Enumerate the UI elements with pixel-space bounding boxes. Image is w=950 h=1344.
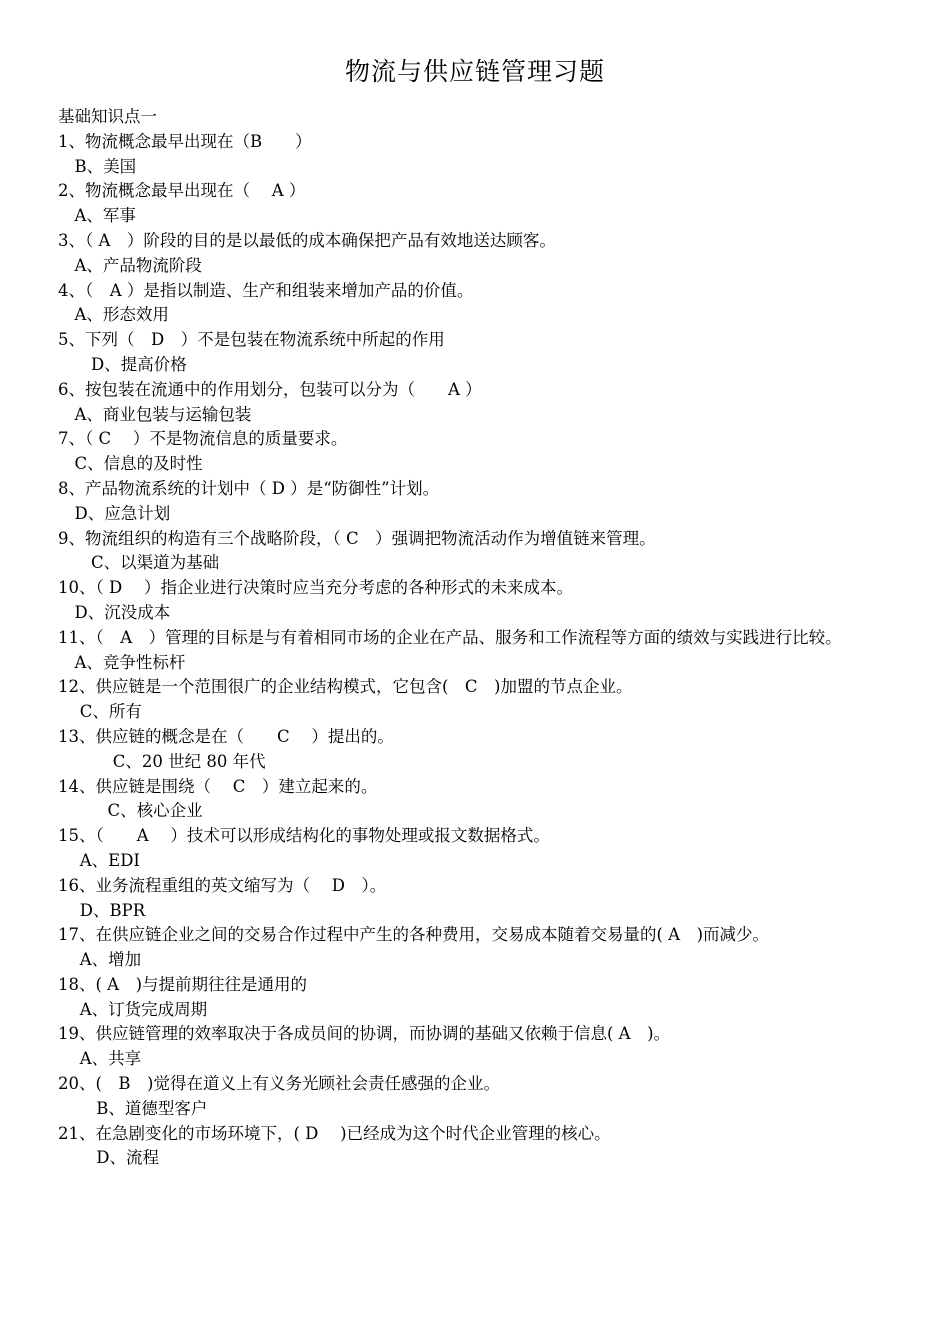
- answer-text: B、道德型客户: [58, 1098, 208, 1118]
- answer-text: A、增加: [58, 950, 142, 970]
- question-text: 8、产品物流系统的计划中（ D ）是“防御性”计划。: [58, 478, 440, 498]
- page-title: 物流与供应链管理习题: [344, 57, 605, 86]
- answer-text: D、BPR: [58, 900, 146, 920]
- question-text: 5、下列（ D ）不是包装在物流系统中所起的作用: [58, 330, 445, 350]
- answer-text: A、形态效用: [58, 305, 169, 325]
- answer-text: C、信息的及时性: [58, 454, 203, 474]
- question-text: 19、供应链管理的效率取决于各成员间的协调，而协调的基础又依赖于信息( A )。: [58, 1024, 671, 1044]
- question-text: 7、（ C ）不是物流信息的质量要求。: [58, 429, 348, 449]
- question-text: 15、（ A ）技术可以形成结构化的事物处理或报文数据格式。: [58, 826, 550, 846]
- answer-text: C、核心企业: [58, 801, 203, 821]
- question-text: 1、物流概念最早出现在（B ）: [58, 131, 312, 151]
- question-text: 11、（ A ）管理的目标是与有着相同市场的企业在产品、服务和工作流程等方面的绩效与实践进行比较。: [58, 627, 842, 647]
- question-text: 16、业务流程重组的英文缩写为（ D ）。: [58, 875, 387, 895]
- answer-text: A、商业包装与运输包装: [58, 404, 252, 424]
- section-heading: 基础知识点一: [58, 107, 157, 126]
- question-text: 14、供应链是围绕（ C ）建立起来的。: [58, 776, 378, 796]
- answer-text: C、所有: [58, 702, 142, 722]
- question-text: 17、在供应链企业之间的交易合作过程中产生的各种费用，交易成本随着交易量的( A )而减少。: [58, 925, 770, 945]
- answer-text: C、20 世纪 80 年代: [58, 751, 266, 771]
- answer-text: A、产品物流阶段: [58, 255, 202, 275]
- question-text: 3、（ A ）阶段的目的是以最低的成本确保把产品有效地送达顾客。: [58, 230, 556, 250]
- question-text: 13、供应链的概念是在（ C ）提出的。: [58, 726, 394, 746]
- question-list: [58, 105, 900, 1171]
- answer-text: A、竞争性标杆: [58, 652, 186, 672]
- answer-text: D、提高价格: [58, 354, 187, 374]
- answer-text: D、应急计划: [58, 503, 171, 523]
- question-text: 4、（ A ）是指以制造、生产和组装来增加产品的价值。: [58, 280, 474, 300]
- question-text: 2、物流概念最早出现在（ A ）: [58, 181, 306, 201]
- answer-text: A、共享: [58, 1049, 142, 1069]
- question-text: 12、供应链是一个范围很广的企业结构模式，它包含( C )加盟的节点企业。: [58, 677, 633, 697]
- answer-text: D、流程: [58, 1148, 159, 1168]
- question-text: 20、( B )觉得在道义上有义务光顾社会责任感强的企业。: [58, 1074, 500, 1094]
- answer-text: B、美国: [58, 156, 137, 176]
- question-text: 18、( A )与提前期往往是通用的: [58, 974, 308, 994]
- answer-text: A、EDI: [58, 850, 140, 870]
- answer-text: C、以渠道为基础: [58, 553, 220, 573]
- answer-text: D、沉没成本: [58, 602, 171, 622]
- question-text: 10、（ D ）指企业进行决策时应当充分考虑的各种形式的未来成本。: [58, 578, 573, 598]
- answer-text: A、订货完成周期: [58, 999, 208, 1019]
- answer-text: A、军事: [58, 206, 136, 226]
- question-text: 6、按包装在流通中的作用划分，包装可以分为（ A ）: [58, 379, 482, 399]
- question-text: 9、物流组织的构造有三个战略阶段，（ C ）强调把物流活动作为增值链来管理。: [58, 528, 656, 548]
- question-text: 21、在急剧变化的市场环境下，( D )已经成为这个时代企业管理的核心。: [58, 1123, 611, 1143]
